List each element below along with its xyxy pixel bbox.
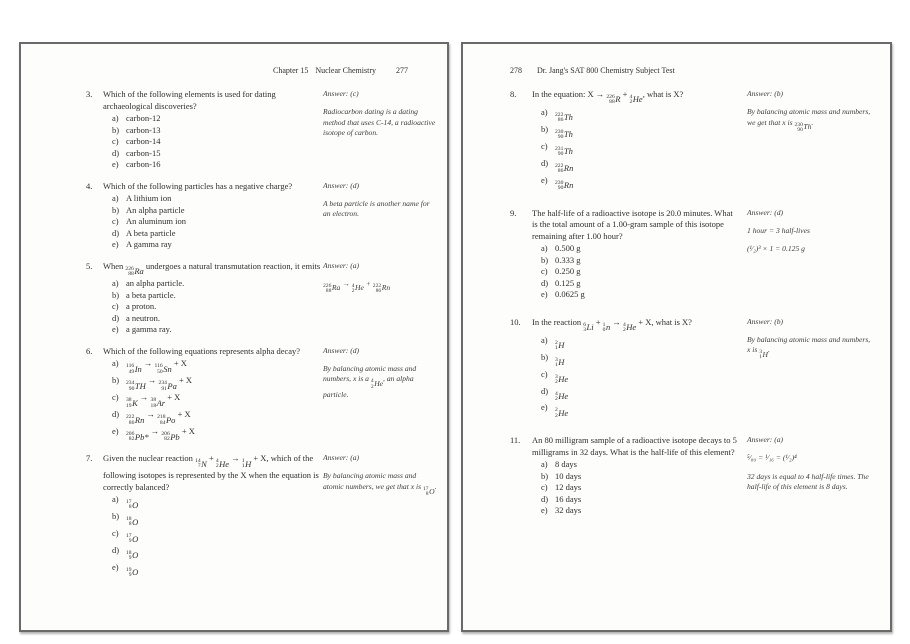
option-letter: b) — [112, 204, 120, 215]
page-header — [463, 66, 890, 76]
nuclide: 14 7 N — [195, 458, 207, 470]
header-page-number: 277 — [396, 66, 408, 75]
option-text: a neutron. — [126, 312, 160, 323]
option-letter: b) — [541, 470, 549, 481]
option-text: 12 days — [555, 482, 582, 493]
answer-explanation: ⁵⁄₈₀ = ¹⁄₁₆ = (¹⁄₂)⁴ — [747, 453, 797, 463]
option-list — [103, 193, 321, 251]
option — [112, 528, 321, 545]
option-text: carbon-15 — [126, 147, 161, 158]
answer-explanation: A beta particle is another name for an electron. — [323, 198, 430, 218]
nuclide: 230 90 Th — [794, 121, 812, 133]
nuclide: 2 1 H — [555, 339, 565, 351]
question-main — [86, 89, 321, 171]
option-text: 234 90 TH → 234 91 Pa + X — [126, 375, 193, 392]
option-letter: e) — [541, 289, 548, 300]
option — [112, 358, 321, 375]
nuclide: 230 90 Th — [555, 128, 573, 141]
header-title: Nuclear Chemistry — [315, 66, 376, 75]
nuclide: 18 9 O — [126, 550, 139, 562]
question-main — [86, 453, 321, 579]
nuclide: 17 8 O — [126, 499, 139, 511]
answer-column — [323, 346, 438, 400]
question-main — [510, 208, 740, 301]
nuclide: 38 18 Ar — [150, 397, 166, 409]
option — [541, 482, 740, 494]
option-letter: a) — [541, 243, 548, 254]
nuclide: 230 90 Rn — [555, 179, 574, 191]
option — [541, 402, 740, 419]
nuclide: 1 0 n — [602, 321, 611, 333]
nuclide: 226 88 Ra — [125, 265, 144, 277]
question-number: 8. — [510, 89, 517, 99]
option-text: carbon-16 — [126, 159, 161, 169]
option — [112, 392, 321, 409]
option-text: A beta particle — [126, 227, 176, 238]
option — [541, 459, 740, 471]
option-letter: b) — [541, 351, 549, 362]
option-text — [555, 369, 740, 386]
option — [112, 239, 321, 251]
answer-label: Answer: (c) — [323, 89, 359, 98]
answer-column — [747, 435, 872, 493]
option-letter: b) — [112, 511, 120, 522]
answer-label: Answer: (d) — [323, 180, 360, 190]
option — [541, 278, 740, 290]
option-letter: e) — [541, 402, 548, 413]
option-text — [555, 386, 740, 403]
option-text: 0.333 g — [555, 254, 581, 265]
answer-label: Answer: (a) — [747, 435, 784, 445]
option-text: 0.500 g — [555, 243, 581, 254]
option-letter: d) — [112, 545, 120, 556]
nuclide: 4 2 He — [555, 390, 569, 402]
option-letter: c) — [541, 266, 548, 277]
option — [112, 511, 321, 528]
option — [541, 141, 740, 158]
option-text: A lithium ion — [126, 193, 172, 203]
option-letter: c) — [541, 368, 548, 379]
nuclide: 3 1 H — [759, 349, 769, 361]
answer-column — [323, 89, 438, 139]
question-number: 10. — [510, 316, 521, 327]
nuclide: 226 88 R — [606, 94, 621, 106]
option — [112, 278, 321, 290]
question — [86, 89, 438, 171]
option-list — [103, 278, 321, 336]
option — [112, 216, 321, 228]
question-main — [510, 435, 740, 517]
option-letter: c) — [112, 136, 119, 146]
answer-explanation: 226 88 Ra → 4 2 He + 222 86 Rn — [323, 278, 391, 294]
nuclide: 222 86 Rn — [126, 414, 145, 426]
option — [112, 545, 321, 562]
option — [541, 158, 740, 175]
question-text: In the reaction 6 3 Li + 1 0 n → 4 2 He + X, what is X? — [532, 316, 692, 333]
question — [510, 435, 881, 517]
option — [541, 266, 740, 278]
option — [112, 290, 321, 302]
option — [112, 375, 321, 392]
option-text — [555, 335, 740, 352]
option — [541, 494, 740, 506]
option-text — [126, 511, 321, 528]
option-text: a gamma ray. — [126, 324, 172, 335]
option-text: 0.0625 g — [555, 289, 585, 300]
option-letter: a) — [112, 494, 119, 505]
answer-label: Answer: (d) — [747, 207, 784, 217]
option-text — [555, 124, 740, 141]
option — [112, 324, 321, 336]
option — [541, 124, 740, 141]
option-text: 16 days — [555, 493, 582, 504]
nuclide: 17 8 O — [422, 485, 435, 497]
nuclide: 116 49 In — [126, 363, 142, 375]
question-text: Which of the following elements is used for dating archaeological discoveries? — [103, 89, 276, 111]
option-letter: e) — [112, 324, 119, 335]
option — [541, 386, 740, 403]
question-number: 6. — [86, 345, 93, 356]
question-body — [532, 208, 740, 301]
option-letter: e) — [112, 426, 119, 437]
option-text — [555, 107, 740, 124]
option-letter: a) — [112, 278, 119, 289]
option-letter: a) — [112, 193, 119, 203]
nuclide: 4 2 He — [629, 94, 643, 106]
question-text: In the equation: X → 226 88 R + 4 2 He , what is X? — [532, 89, 684, 106]
option-text: a proton. — [126, 301, 157, 312]
option — [112, 228, 321, 240]
nuclide: 226 88 Ra — [323, 282, 341, 294]
option — [541, 505, 740, 517]
option-text — [126, 528, 321, 545]
answer-explanation: 1 hour = 3 half-lives — [747, 225, 810, 235]
option-text: an alpha particle. — [126, 278, 185, 289]
header-chapter: Chapter 15 — [273, 66, 309, 75]
option-letter: c) — [541, 140, 548, 151]
option-letter: c) — [541, 482, 548, 493]
option-text — [555, 352, 740, 369]
nuclide: 231 90 Th — [555, 145, 573, 158]
option — [112, 159, 321, 171]
option-text: 8 days — [555, 459, 577, 470]
question-text: The half-life of a radioactive isotope is 20.0 minutes. What is the total amount of a 1.00-gram sample of this isotope remaining after 1.00 hour? — [532, 207, 733, 241]
option-text: A gamma ray — [126, 239, 172, 249]
nuclide: 218 84 Po — [157, 414, 176, 426]
answer-explanation: 32 days is equal to 4 half-life times. The half-life of this element is 8 days. — [747, 471, 869, 492]
nuclide: 3 1 H — [555, 356, 565, 368]
option-list — [532, 107, 740, 192]
answer-label: Answer: (b) — [747, 316, 784, 326]
answer-label: Answer: (a) — [323, 260, 360, 270]
answer-explanation: By balancing atomic mass and atomic numbers, we get that x is 17 8 O . — [323, 471, 437, 497]
question-text: Which of the following equations represents alpha decay? — [103, 345, 301, 356]
option-text: 38 19 K → 38 18 Ar + X — [126, 392, 181, 409]
question — [86, 261, 438, 336]
question-number: 3. — [86, 89, 93, 99]
option-letter: e) — [541, 505, 548, 516]
option-letter: d) — [112, 147, 120, 158]
option — [112, 313, 321, 325]
question-body — [532, 435, 740, 517]
answer-column — [747, 89, 872, 133]
option-list — [103, 113, 321, 171]
option — [112, 205, 321, 217]
nuclide: 234 91 Pa — [158, 380, 177, 392]
option — [112, 409, 321, 426]
option — [112, 494, 321, 511]
nuclide: 222 86 Rn — [372, 282, 391, 294]
answer-column — [323, 453, 438, 497]
question-body — [103, 346, 321, 443]
option-letter: c) — [112, 528, 119, 539]
question-body — [103, 89, 321, 171]
option — [541, 352, 740, 369]
question-body — [532, 89, 740, 192]
nuclide: 206 82 Pb* — [126, 431, 149, 443]
option-letter: d) — [112, 312, 120, 323]
option — [541, 369, 740, 386]
option — [541, 175, 740, 192]
question-number: 9. — [510, 207, 517, 218]
question — [510, 317, 881, 420]
option-letter: b) — [112, 289, 120, 300]
question-body — [532, 317, 740, 420]
question — [510, 208, 881, 301]
answer-label: Answer: (a) — [323, 453, 360, 463]
option-text — [555, 175, 740, 192]
option-list — [532, 335, 740, 420]
option-letter: e) — [541, 174, 548, 185]
answer-explanation: (¹⁄₂)³ × 1 = 0.125 g — [747, 244, 805, 254]
question-number: 4. — [86, 180, 93, 191]
option-text: a beta particle. — [126, 289, 176, 300]
answer-explanation: By balancing atomic mass and numbers, we get that x is 230 90 Th . — [747, 107, 871, 133]
question-list — [21, 89, 447, 579]
option-list — [532, 243, 740, 301]
option — [112, 113, 321, 125]
option-letter: b) — [112, 124, 120, 135]
option-list — [532, 459, 740, 517]
option-text: 10 days — [555, 470, 582, 481]
option-text: 222 86 Rn → 218 84 Po + X — [126, 409, 191, 426]
option — [541, 289, 740, 301]
question-body — [103, 453, 321, 579]
option — [541, 335, 740, 352]
answer-label: Answer: (b) — [747, 89, 784, 98]
nuclide: 116 50 Sn — [154, 363, 172, 375]
header-title: Dr. Jang's SAT 800 Chemistry Subject Test — [537, 66, 675, 75]
nuclide: 4 2 He — [215, 458, 230, 470]
question-text: Which of the following particles has a negative charge? — [103, 180, 293, 191]
nuclide: 38 19 K — [126, 397, 138, 409]
question-main — [510, 317, 740, 420]
option-text: 116 49 In → 116 50 Sn + X — [126, 358, 187, 375]
question-text: When 226 88 Ra undergoes a natural transmutation reaction, it emits — [103, 260, 321, 277]
option-letter: e) — [112, 159, 119, 169]
option-text: 0.250 g — [555, 266, 581, 277]
nuclide: 17 9 O — [126, 533, 139, 545]
question-text: Given the nuclear reaction 14 7 N + 4 2 He → 1 1 H + X, which of the following isotopes is represented by the X when the equation is correctly balanced? — [103, 453, 319, 492]
option-letter: c) — [112, 216, 119, 226]
option — [541, 107, 740, 124]
option-text — [126, 562, 321, 579]
page-right — [461, 42, 892, 632]
question-body — [103, 181, 321, 251]
option-text — [555, 158, 740, 175]
option-text: 206 82 Pb* → 206 82 Pb + X — [126, 426, 195, 443]
nuclide: 222 86 Rn — [555, 162, 574, 175]
question — [86, 453, 438, 579]
nuclide: 1 1 H — [241, 458, 252, 470]
option — [112, 125, 321, 137]
question-number: 5. — [86, 260, 93, 271]
nuclide: 18 8 O — [126, 516, 139, 528]
nuclide: 6 3 Li — [583, 321, 594, 333]
option-letter: d) — [541, 157, 549, 168]
answer-explanation: Radiocarbon dating is a dating method that uses C-14, a radioactive isotope of carbon. — [323, 107, 436, 137]
option — [112, 426, 321, 443]
option-letter: a) — [541, 334, 548, 345]
option-letter: c) — [112, 301, 119, 312]
page-left — [19, 42, 449, 632]
question-list — [463, 89, 890, 517]
option-letter: b) — [112, 375, 120, 386]
nuclide: 4 2 He — [622, 321, 637, 333]
header-page-number: 278 — [510, 66, 522, 75]
option-text: An alpha particle — [126, 204, 185, 215]
option — [112, 193, 321, 205]
question-text: An 80 milligram sample of a radioactive isotope decays to 5 milligrams in 32 days. What is the half-life of this element? — [532, 435, 737, 457]
nuclide: 222 86 Th — [555, 111, 573, 124]
nuclide: 234 90 TH — [126, 380, 146, 392]
question-main — [86, 181, 321, 251]
nuclide: 19 9 O — [126, 566, 139, 579]
question-number: 11. — [510, 435, 521, 446]
answer-column — [323, 181, 438, 220]
question-main — [510, 89, 740, 192]
nuclide: 4 2 He — [351, 282, 364, 294]
option-text — [555, 141, 740, 158]
option-text: 0.125 g — [555, 277, 581, 288]
nuclide: 3 2 He — [555, 373, 569, 385]
option-letter: a) — [112, 113, 119, 123]
option-letter: a) — [541, 459, 548, 470]
question-body — [103, 261, 321, 336]
option-text — [555, 402, 740, 419]
option-letter: d) — [541, 493, 549, 504]
nuclide: 2 2 He — [555, 407, 569, 419]
option — [541, 471, 740, 483]
question-main — [86, 346, 321, 443]
option-letter: d) — [541, 385, 549, 396]
option-letter: d) — [112, 409, 120, 420]
option-text: carbon-14 — [126, 136, 161, 146]
option-letter: a) — [541, 106, 548, 117]
question — [510, 89, 881, 192]
page-header — [21, 66, 447, 76]
answer-label: Answer: (d) — [323, 345, 360, 355]
answer-column — [747, 208, 872, 255]
option — [541, 243, 740, 255]
nuclide: 206 82 Pb — [161, 431, 180, 443]
nuclide: 4 2 He — [370, 378, 384, 390]
question-number: 7. — [86, 453, 93, 464]
option-letter: b) — [541, 123, 549, 134]
option-letter: d) — [541, 277, 549, 288]
option — [112, 562, 321, 579]
answer-explanation: By balancing atomic mass and numbers, x is a 4 2 He , an alpha particle. — [323, 363, 417, 399]
option — [112, 301, 321, 313]
answer-explanation: By balancing atomic mass and numbers, x is 3 1 H . — [747, 334, 871, 361]
answer-column — [747, 317, 872, 361]
option-text: carbon-12 — [126, 113, 161, 123]
answer-column — [323, 261, 438, 294]
option-letter: a) — [112, 358, 119, 369]
option-letter: b) — [541, 254, 549, 265]
option — [541, 255, 740, 267]
question-main — [86, 261, 321, 336]
option-letter: e) — [112, 239, 119, 249]
option-text: An aluminum ion — [126, 216, 186, 226]
question — [86, 181, 438, 251]
question — [86, 346, 438, 443]
option — [112, 148, 321, 160]
option-list — [103, 358, 321, 443]
option-letter: c) — [112, 392, 119, 403]
option-letter: d) — [112, 227, 120, 238]
option-text — [126, 494, 321, 511]
option — [112, 136, 321, 148]
option-letter: e) — [112, 561, 119, 572]
option-text: 32 days — [555, 505, 582, 516]
option-text — [126, 545, 321, 562]
option-list — [103, 494, 321, 579]
option-text: carbon-13 — [126, 124, 161, 135]
